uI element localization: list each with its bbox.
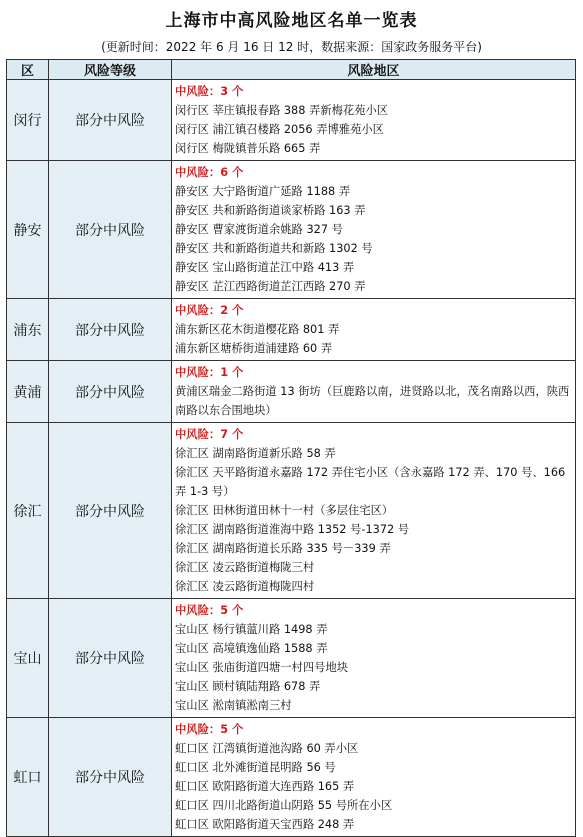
risk-level-cell: 部分中风险 xyxy=(49,423,172,599)
header-risk-areas: 风险地区 xyxy=(172,60,576,80)
risk-area-item: 浦东新区花木街道樱花路 801 弄 xyxy=(175,323,340,336)
district-cell: 徐汇 xyxy=(7,423,49,599)
risk-area-item: 宝山区 顾村镇陆翔路 678 弄 xyxy=(175,680,321,693)
district-cell: 静安 xyxy=(7,161,49,299)
risk-areas-cell xyxy=(172,718,576,837)
risk-area-item: 宝山区 杨行镇蕰川路 1498 弄 xyxy=(175,623,328,636)
risk-level-cell: 部分中风险 xyxy=(49,361,172,423)
risk-level-cell: 部分中风险 xyxy=(49,80,172,161)
table-row xyxy=(7,299,576,361)
risk-area-item: 徐汇区 湖南路街道淮海中路 1352 号-1372 号 xyxy=(175,523,410,536)
risk-areas-cell xyxy=(172,161,576,299)
risk-area-item: 虹口区 四川北路街道山阴路 55 号所在小区 xyxy=(175,799,393,812)
table-row xyxy=(7,80,576,161)
table-row xyxy=(7,361,576,423)
table-row xyxy=(7,423,576,599)
table-row xyxy=(7,718,576,837)
table-header-row xyxy=(7,60,576,80)
risk-area-item: 宝山区 张庙街道四塘一村四号地块 xyxy=(175,661,349,674)
risk-area-item: 虹口区 北外滩街道昆明路 56 号 xyxy=(175,761,336,774)
risk-areas-cell xyxy=(172,80,576,161)
risk-area-item: 虹口区 欧阳路街道大连西路 165 弄 xyxy=(175,780,355,793)
risk-area-item: 静安区 芷江西路街道芷江西路 270 弄 xyxy=(175,280,366,293)
risk-level-cell: 部分中风险 xyxy=(49,299,172,361)
risk-area-table xyxy=(6,59,576,837)
risk-level-cell: 部分中风险 xyxy=(49,161,172,299)
district-cell: 虹口 xyxy=(7,718,49,837)
risk-count: 中风险：1 个 xyxy=(175,366,244,379)
table-row xyxy=(7,599,576,718)
district-cell: 宝山 xyxy=(7,599,49,718)
risk-area-item: 静安区 宝山路街道芷江中路 413 弄 xyxy=(175,261,355,274)
risk-area-item: 闵行区 莘庄镇报春路 388 弄新梅花苑小区 xyxy=(175,104,389,117)
risk-area-item: 徐汇区 田林街道田林十一村（多层住宅区） xyxy=(175,504,394,517)
risk-area-item: 闵行区 浦江镇召楼路 2056 弄博雅苑小区 xyxy=(175,123,384,136)
risk-areas-cell xyxy=(172,599,576,718)
risk-areas-cell xyxy=(172,299,576,361)
page-subtitle: (更新时间：2022 年 6 月 16 日 12 时，数据来源：国家政务服务平台) xyxy=(101,40,482,54)
risk-areas-cell xyxy=(172,423,576,599)
header-district: 区 xyxy=(7,60,49,80)
district-cell: 黄浦 xyxy=(7,361,49,423)
risk-count: 中风险：5 个 xyxy=(175,604,244,617)
risk-area-item: 静安区 曹家渡街道余姚路 327 号 xyxy=(175,223,343,236)
page-title: 上海市中高风险地区名单一览表 xyxy=(165,11,418,31)
risk-area-item: 虹口区 江湾镇街道池沟路 60 弄小区 xyxy=(175,742,359,755)
risk-area-item: 闵行区 梅陇镇普乐路 665 弄 xyxy=(175,142,321,155)
risk-area-item: 徐汇区 凌云路街道梅陇三村 xyxy=(175,561,315,574)
risk-area-item: 静安区 共和新路街道谈家桥路 163 弄 xyxy=(175,204,366,217)
risk-count: 中风险：3 个 xyxy=(175,85,244,98)
risk-area-item: 黄浦区瑞金二路街道 13 街坊（巨鹿路以南，进贤路以北，茂名南路以西，陕西南路以东合围地块） xyxy=(175,385,570,417)
risk-count: 中风险：2 个 xyxy=(175,304,244,317)
risk-area-item: 浦东新区塘桥街道浦建路 60 弄 xyxy=(175,342,333,355)
risk-count: 中风险：7 个 xyxy=(175,428,244,441)
risk-area-item: 徐汇区 湖南路街道长乐路 335 号－339 弄 xyxy=(175,542,391,555)
risk-area-item: 徐汇区 凌云路街道梅陇四村 xyxy=(175,580,315,593)
risk-area-item: 虹口区 欧阳路街道天宝西路 248 弄 xyxy=(175,818,355,831)
district-cell: 闵行 xyxy=(7,80,49,161)
risk-areas-cell xyxy=(172,361,576,423)
risk-level-cell: 部分中风险 xyxy=(49,718,172,837)
risk-count: 中风险：5 个 xyxy=(175,723,244,736)
risk-area-item: 静安区 大宁路街道广延路 1188 弄 xyxy=(175,185,351,198)
risk-count: 中风险：6 个 xyxy=(175,166,244,179)
risk-area-item: 静安区 共和新路街道共和新路 1302 号 xyxy=(175,242,373,255)
district-cell: 浦东 xyxy=(7,299,49,361)
header-risk-level: 风险等级 xyxy=(49,60,172,80)
table-row xyxy=(7,161,576,299)
risk-area-item: 宝山区 高境镇逸仙路 1588 弄 xyxy=(175,642,328,655)
risk-area-item: 徐汇区 天平路街道永嘉路 172 弄住宅小区（含永嘉路 172 弄、170 号、166 弄 1-3 号） xyxy=(175,466,566,498)
risk-area-item: 宝山区 淞南镇淞南三村 xyxy=(175,699,292,712)
risk-area-item: 徐汇区 湖南路街道新乐路 58 弄 xyxy=(175,447,336,460)
risk-level-cell: 部分中风险 xyxy=(49,599,172,718)
